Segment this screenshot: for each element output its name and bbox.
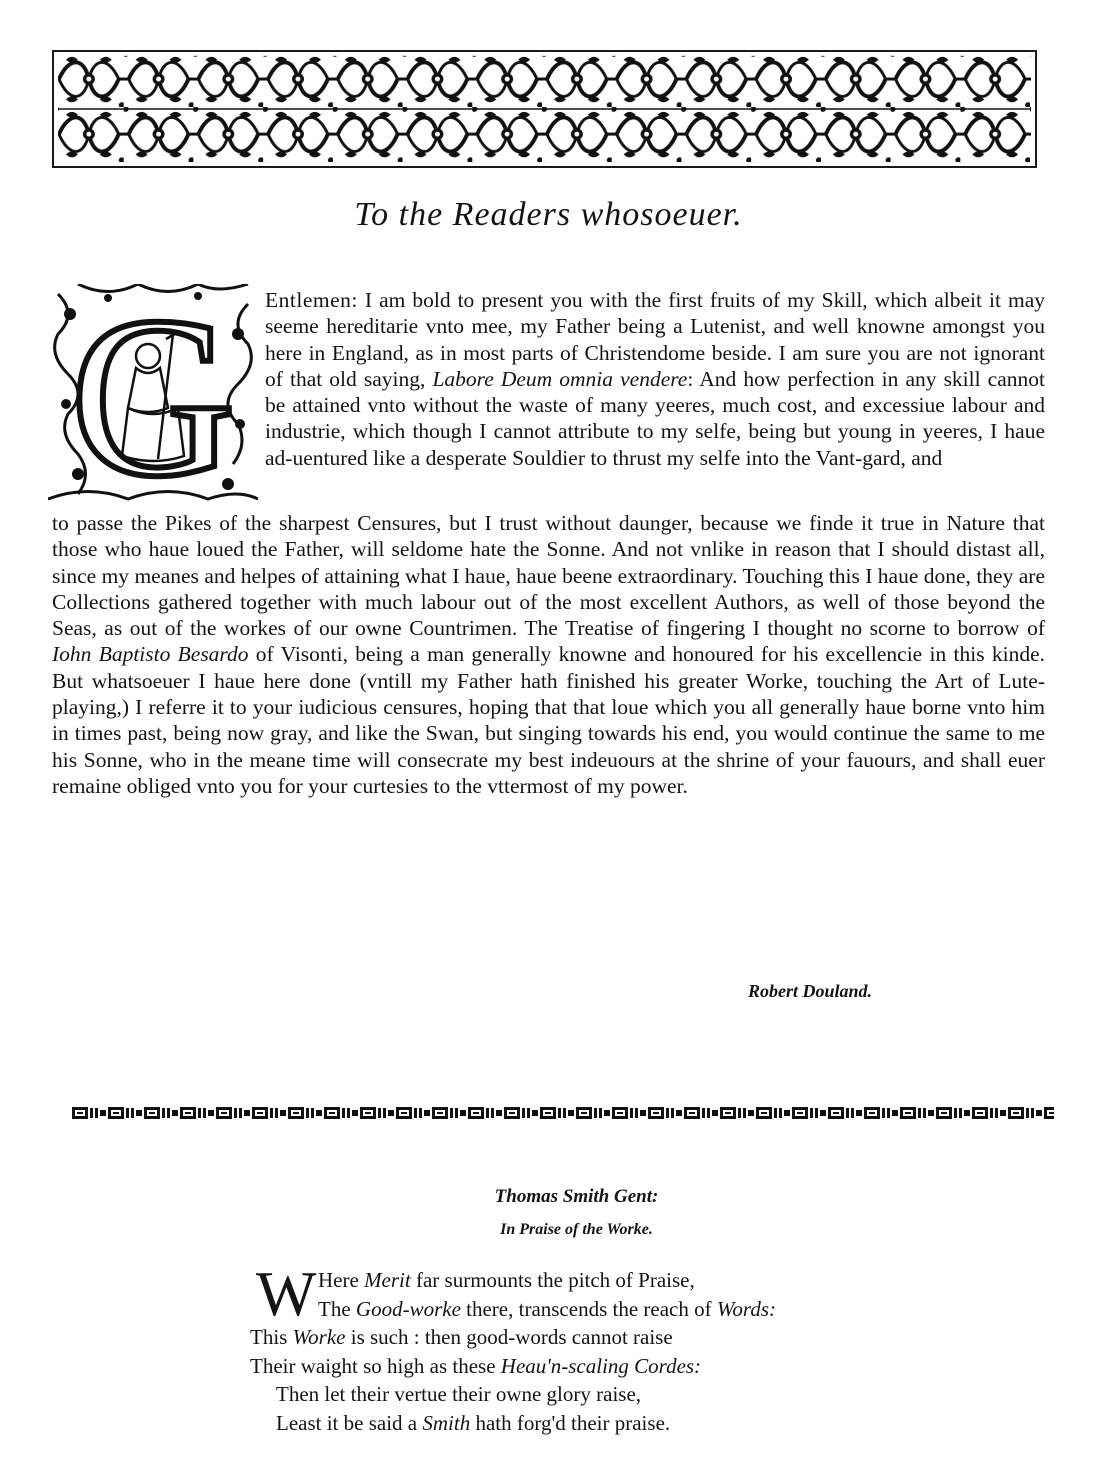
- poem-line: [250, 1380, 1010, 1409]
- poem-italic: Merit: [364, 1268, 411, 1292]
- poem-body: [250, 1266, 1010, 1438]
- poem-line: [250, 1323, 1010, 1352]
- poem-line: [250, 1266, 1010, 1295]
- initial-letter-g: G: [69, 284, 237, 506]
- poem-italic: Heau'n-scaling Cordes:: [500, 1353, 702, 1378]
- floral-border-pattern: [54, 52, 1035, 166]
- poem-subheading: In Praise of the Worke.: [500, 1221, 653, 1238]
- ornamental-headpiece: [52, 50, 1037, 168]
- besardo-name: Iohn Baptisto Besardo: [52, 642, 249, 667]
- author-signature: Robert Douland.: [748, 981, 873, 1001]
- poem-text: Here: [318, 1268, 365, 1292]
- poem-text: Least it be said a: [276, 1410, 423, 1435]
- poem-italic: Smith: [422, 1410, 471, 1435]
- poem-text: is such : then good-words cannot raise: [345, 1325, 673, 1350]
- preface-body: [52, 510, 1045, 799]
- latin-saying: Labore Deum omnia vendere: [432, 366, 688, 391]
- poem-italic: Words:: [716, 1296, 776, 1321]
- ornamental-rule: [72, 1105, 1054, 1121]
- initial-illustration: [48, 284, 258, 506]
- poem-text: The: [318, 1296, 356, 1321]
- poem-italic: Good-worke: [355, 1296, 461, 1321]
- preface-text-3: to passe the Pikes of the sharpest Censures, but I trust without daunger, because we finde it true in Nature that those who haue loued the Father, will seldome hate the Sonne. And not vnlike in reason that I should distast all, since my meanes and helpes of attaining what I haue, haue beene extraordinary. Touching this I haue done, they are Collections gathered together with much labour out of the most excellent Authors, as well of those beyond the Seas, as out of the workes of our owne Countrimen. The Treatise of fingering I thought no scorne to borrow of: [52, 511, 1045, 641]
- poem-text: Then let their vertue their owne glory raise,: [276, 1382, 642, 1407]
- poem-initial-letter: W: [256, 1258, 317, 1329]
- poem-line: [250, 1409, 1010, 1438]
- poem-text: This: [250, 1325, 293, 1350]
- poem-text: Their waight so high as these: [250, 1353, 501, 1378]
- poem-author-heading: Thomas Smith Gent:: [494, 1186, 659, 1207]
- poem-text: there, transcends the reach of: [460, 1296, 717, 1321]
- first-word: Entlemen:: [265, 288, 358, 312]
- poem-text: far surmounts the pitch of Praise,: [410, 1268, 695, 1292]
- preface-text-2: : And how perfection in any skill cannot be attained vnto without the waste of many yeeres, much cost, and excessiue labour and industrie, which though I cannot attribute to my selfe, being but young in yeeres, I haue ad-uentured like a desperate Souldier to thrust my selfe into the Vant-gard, and: [265, 366, 1045, 470]
- poem-text: hath forg'd their praise.: [470, 1410, 671, 1435]
- preface-text-4: of Visonti, being a man generally knowne and honoured for his excellencie in this kinde. But whatsoeuer I haue here done (vntill my Father hath finished his greater Worke, touching the Art of Lute-playing,) I referre it to your iudicious censures, hoping that that loue which you all generally haue borne vnto him in times past, being now gray, and like the Swan, but singing towards his end, you would continue the same to me his Sonne, who in the meane time will consecrate my best indeuours at the shrine of your fauours, and shall euer remaine obliged vnto you for your curtesies to the vttermost of my power.: [52, 642, 1045, 798]
- historiated-initial: [48, 284, 258, 506]
- poem-italic: Worke: [292, 1325, 346, 1350]
- dingbat-rule-pattern: [72, 1105, 1054, 1121]
- preface-text-1: I am bold to present you with the first fruits of my Skill, which albeit it may seeme hereditarie vnto mee, my Father being a Lutenist, and well knowne amongst you here in England, as in most parts of Christendome beside. I am sure you are not ignorant of that old saying,: [265, 288, 1045, 391]
- page-title: To the Readers whosoeuer.: [354, 196, 743, 233]
- poem-line: [250, 1352, 1010, 1381]
- preface-opening: [265, 287, 1045, 471]
- poem-line: [250, 1295, 1010, 1324]
